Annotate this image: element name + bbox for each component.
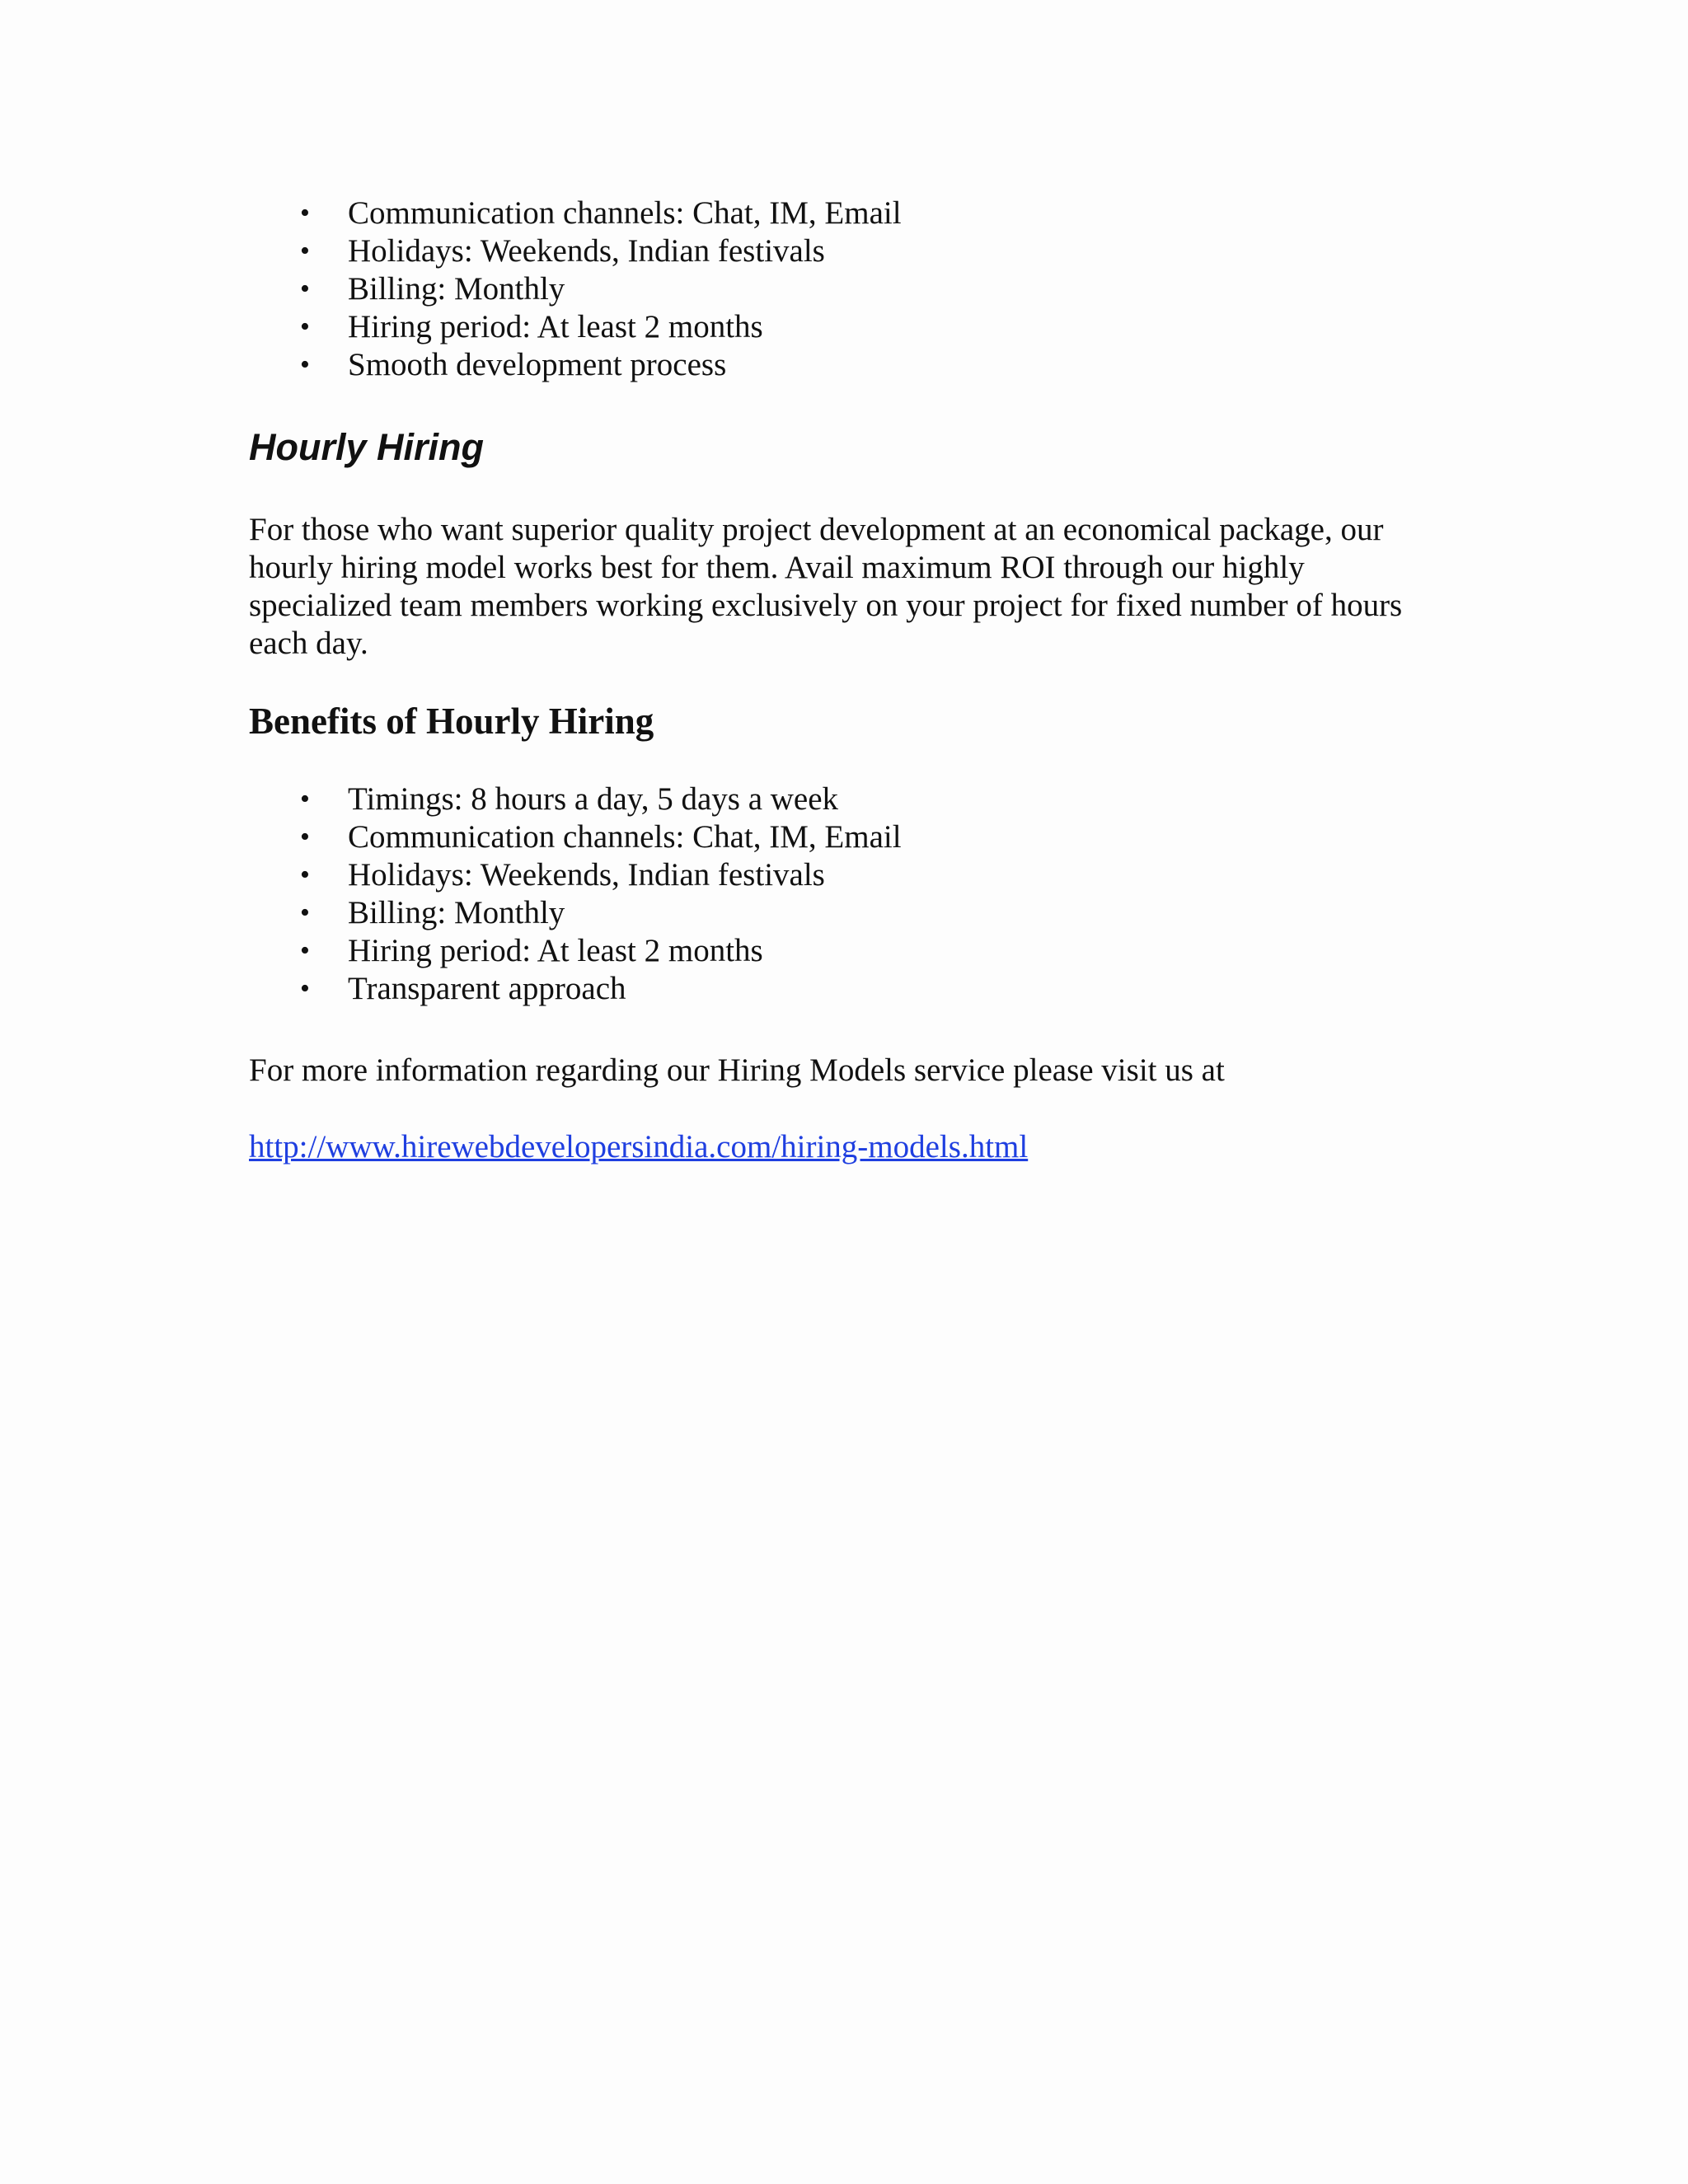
list-item-text: Holidays: Weekends, Indian festivals <box>348 857 825 893</box>
top-benefits-list <box>249 194 1452 384</box>
paragraph-line: specialized team members working exclusively on your project for fixed number of hours <box>249 588 1403 623</box>
list-item <box>249 346 1452 384</box>
bullet-icon: • <box>300 274 310 304</box>
list-item <box>249 818 1452 856</box>
list-item-text: Holidays: Weekends, Indian festivals <box>348 233 825 269</box>
list-item <box>249 894 1452 932</box>
bullet-icon: • <box>300 784 310 814</box>
list-item <box>249 932 1452 970</box>
list-item-text: Communication channels: Chat, IM, Email <box>348 819 902 855</box>
bullet-icon: • <box>300 973 310 1004</box>
link-container <box>249 1128 1452 1166</box>
hiring-models-link[interactable]: http://www.hirewebdevelopersindia.com/hiring-models.html <box>249 1129 1029 1165</box>
list-item-text: Billing: Monthly <box>348 895 565 930</box>
bullet-icon: • <box>300 822 310 852</box>
list-item-text: Smooth development process <box>348 347 727 382</box>
paragraph-line: each day. <box>249 626 368 661</box>
hourly-hiring-heading: Hourly Hiring <box>249 426 485 468</box>
bullet-icon: • <box>300 312 310 342</box>
list-item <box>249 270 1452 308</box>
list-item-text: Hiring period: At least 2 months <box>348 309 763 344</box>
list-item-text: Communication channels: Chat, IM, Email <box>348 195 902 231</box>
bullet-icon: • <box>300 860 310 890</box>
bullet-icon: • <box>300 935 310 966</box>
list-item <box>249 856 1452 894</box>
list-item-text: Transparent approach <box>348 971 626 1006</box>
hourly-hiring-paragraph <box>249 511 1452 663</box>
list-item <box>249 970 1452 1008</box>
bullet-icon: • <box>300 198 310 228</box>
bullet-icon: • <box>300 898 310 928</box>
list-item <box>249 194 1452 232</box>
paragraph-line: hourly hiring model works best for them. Avail maximum ROI through our highly <box>249 550 1305 585</box>
paragraph-line: For those who want superior quality project development at an economical package, our <box>249 512 1384 547</box>
list-item-text: Billing: Monthly <box>348 271 565 307</box>
more-info-text: For more information regarding our Hiring Models service please visit us at <box>249 1052 1225 1088</box>
list-item-text: Hiring period: At least 2 months <box>348 933 763 968</box>
list-item-text: Timings: 8 hours a day, 5 days a week <box>348 781 839 817</box>
bullet-icon: • <box>300 236 310 266</box>
list-item <box>249 232 1452 270</box>
bullet-icon: • <box>300 349 310 380</box>
hourly-benefits-list <box>249 780 1452 1008</box>
benefits-heading: Benefits of Hourly Hiring <box>249 701 654 742</box>
list-item <box>249 780 1452 818</box>
list-item <box>249 308 1452 346</box>
